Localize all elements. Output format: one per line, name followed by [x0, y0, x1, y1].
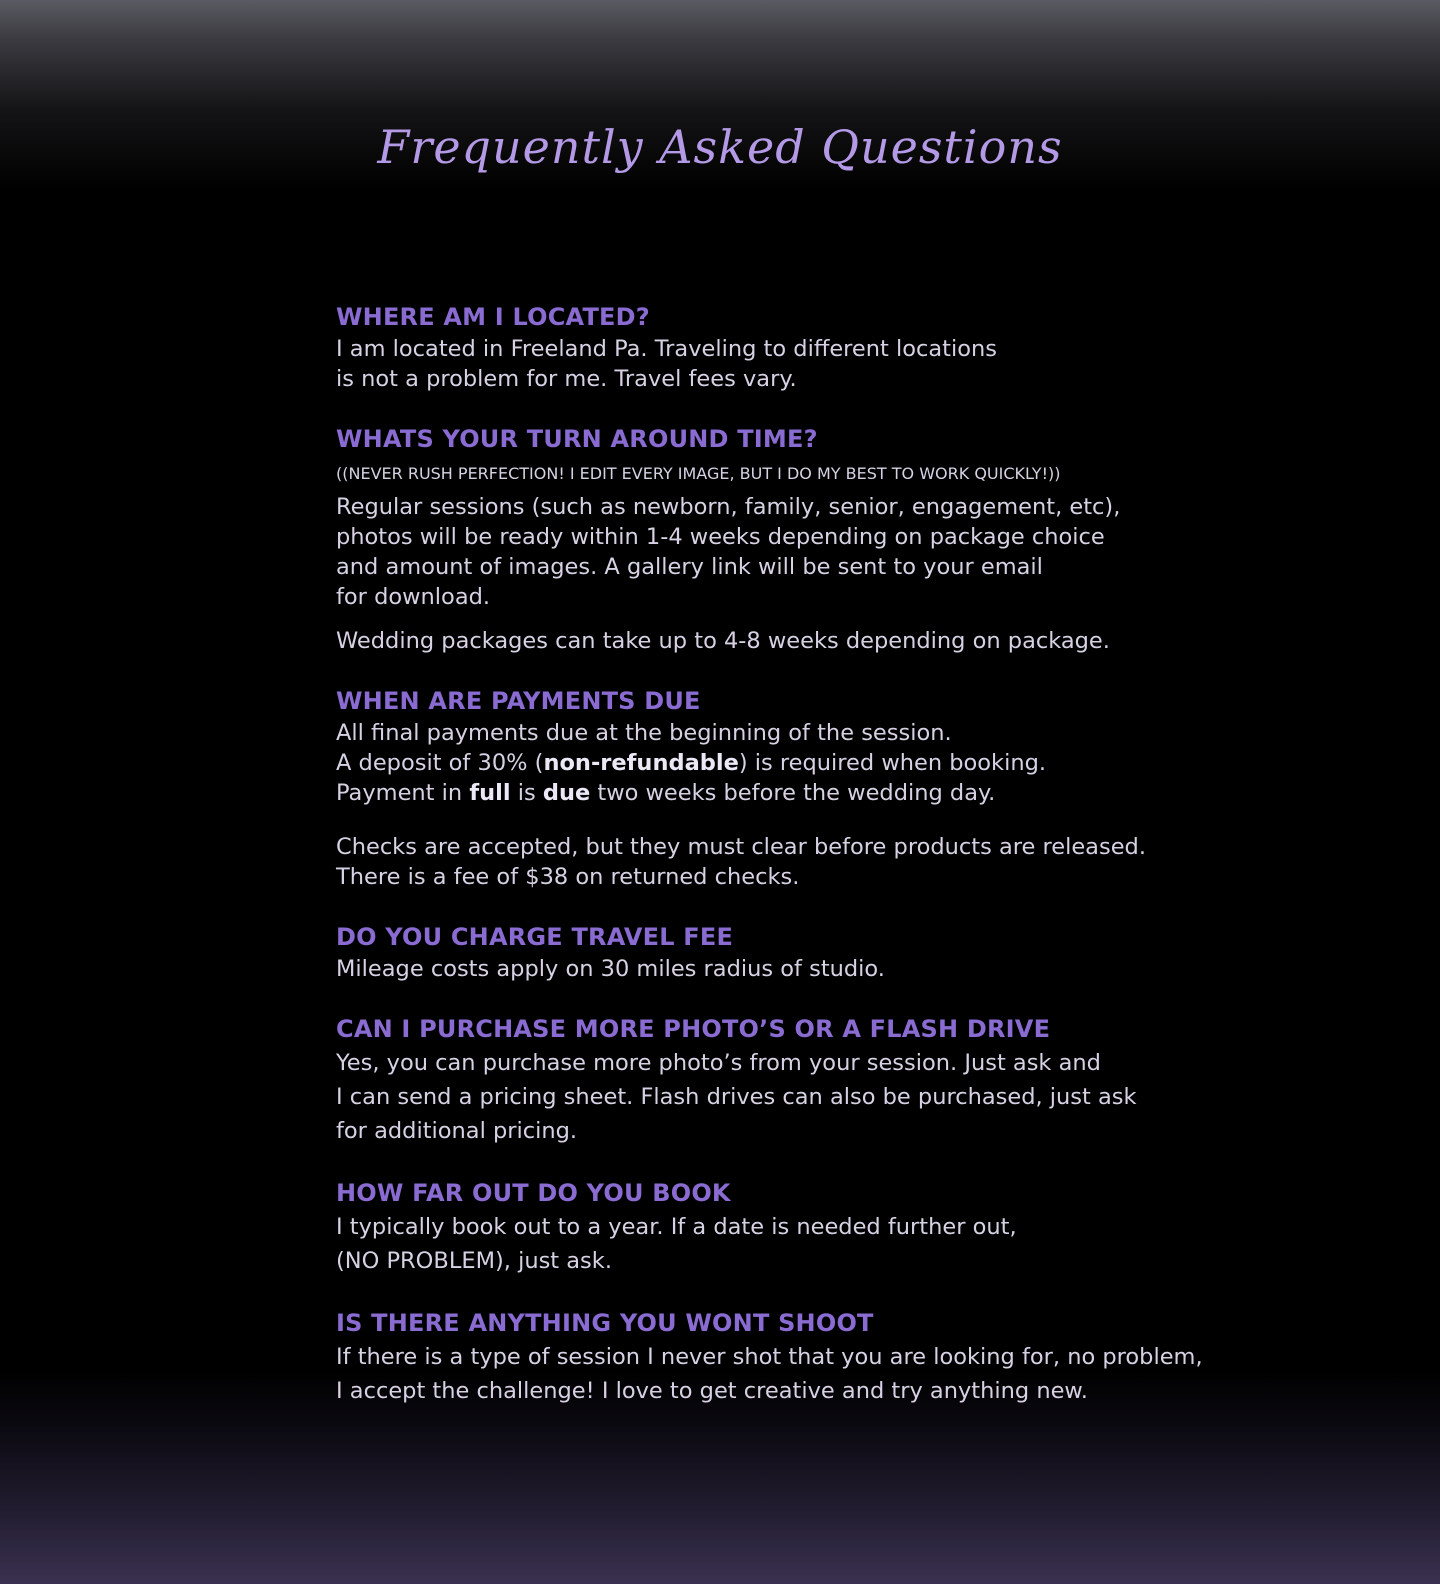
faq-question: IS THERE ANYTHING YOU WONT SHOOT [336, 1309, 874, 1337]
faq-answer: I am located in Freeland Pa. Traveling to different locations is not a problem for me. Travel fees vary. [336, 336, 997, 392]
faq-answer-line [336, 718, 1336, 748]
payment-line-2-bold: non-refundable [543, 750, 739, 776]
faq-question: WHATS YOUR TURN AROUND TIME? [336, 425, 818, 453]
payment-line-3-mid: is [510, 780, 543, 806]
payment-line-1: All final payments due at the beginning of the session. [336, 720, 952, 746]
faq-answer-checks: Checks are accepted, but they must clear before products are released. There is a fee of $38 on returned checks. [336, 834, 1146, 890]
faq-item-payments [336, 684, 1336, 892]
faq-item-location [336, 300, 1336, 394]
faq-item-travel-fee [336, 920, 1336, 984]
faq-list [336, 300, 1336, 1436]
faq-question: WHEN ARE PAYMENTS DUE [336, 687, 701, 715]
payment-line-2-post: ) is required when booking. [738, 750, 1047, 776]
faq-question: HOW FAR OUT DO YOU BOOK [336, 1179, 731, 1207]
faq-item-purchase [336, 1012, 1336, 1148]
payment-line-3-post: two weeks before the wedding day. [590, 780, 996, 806]
faq-question: WHERE AM I LOCATED? [336, 303, 650, 331]
faq-answer: If there is a type of session I never shot that you are looking for, no problem, I accept the challenge! I love to get creative and try anything new. [336, 1344, 1203, 1404]
payment-line-3-bold-due: due [542, 780, 591, 806]
faq-answer-line [336, 748, 1336, 778]
faq-question: DO YOU CHARGE TRAVEL FEE [336, 923, 734, 951]
faq-item-booking [336, 1176, 1336, 1278]
faq-answer: Regular sessions (such as newborn, family, senior, engagement, etc), photos will be ready within 1-4 weeks depending on package choice and amount of images. A gallery link will be sent to your email for download. [336, 494, 1121, 610]
page-title: Frequently Asked Questions [377, 120, 1063, 174]
payment-line-2-pre: A deposit of 30% ( [336, 750, 544, 776]
faq-note: ((NEVER RUSH PERFECTION! I EDIT EVERY IMAGE, BUT I DO MY BEST TO WORK QUICKLY!)) [336, 464, 1061, 483]
faq-answer: Yes, you can purchase more photo’s from your session. Just ask and I can send a pricing sheet. Flash drives can also be purchased, just ask for additional pricing. [336, 1050, 1137, 1144]
payment-line-3-pre: Payment in [336, 780, 470, 806]
payment-line-3-bold-full: full [469, 780, 511, 806]
faq-answer: I typically book out to a year. If a date is needed further out, (NO PROBLEM), just ask. [336, 1214, 1017, 1274]
faq-answer-line [336, 778, 1336, 808]
faq-question: CAN I PURCHASE MORE PHOTO’S OR A FLASH DRIVE [336, 1015, 1051, 1043]
faq-item-wont-shoot [336, 1306, 1336, 1408]
faq-answer-wedding: Wedding packages can take up to 4-8 weeks depending on package. [336, 628, 1110, 654]
faq-item-turnaround [336, 422, 1336, 656]
faq-answer: Mileage costs apply on 30 miles radius of studio. [336, 956, 885, 982]
